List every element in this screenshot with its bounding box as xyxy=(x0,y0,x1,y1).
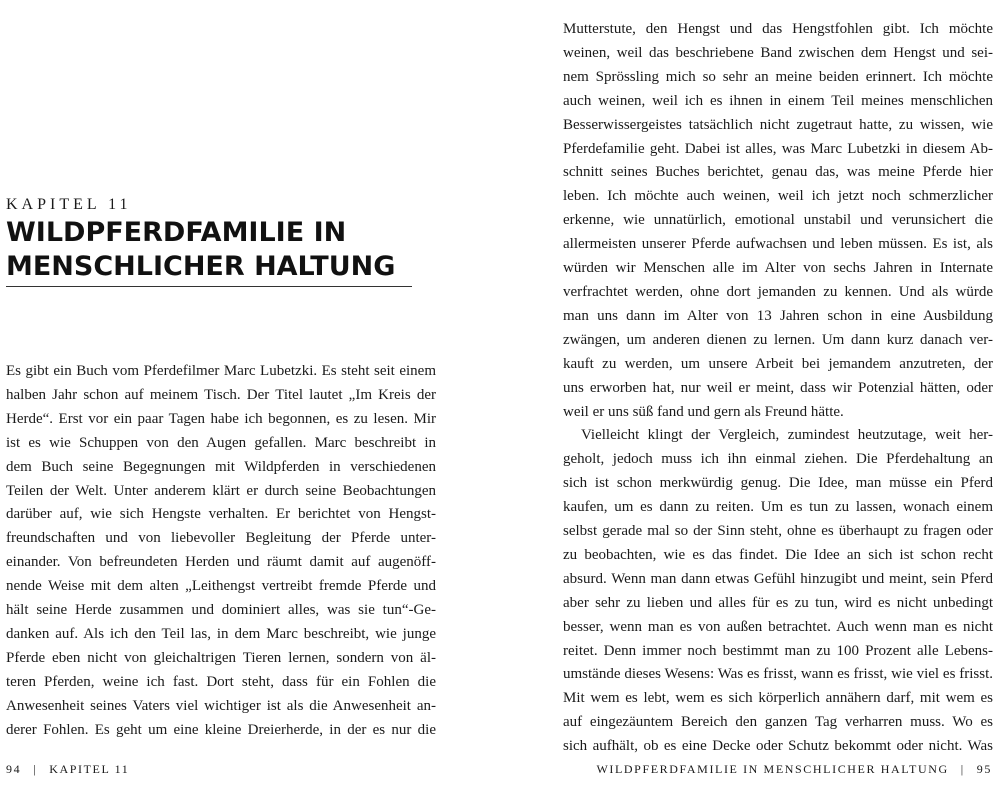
text-line: reitet. Denn immer noch bestimmt man zu 100 Prozent alle Lebens- xyxy=(563,642,993,659)
text-line: schnitt seines Buches berichtet, genau das, was meine Pferde hier xyxy=(563,164,993,181)
left-body-text xyxy=(6,360,436,743)
text-line: ist es wie Schuppen von den Augen gefallen. Marc beschreibt in xyxy=(6,434,436,451)
text-line: Anwesenheit seines Vaters viel wichtiger ist als die Anwesenheit an- xyxy=(6,697,436,714)
left-footer xyxy=(6,762,129,777)
running-head: KAPITEL 11 xyxy=(49,762,130,776)
running-head: WILDPFERDFAMILIE IN MENSCHLICHER HALTUNG xyxy=(596,762,949,776)
text-line: geholt, jedoch muss ich ihn einmal ziehen. Die Pferdehaltung an xyxy=(563,451,993,468)
text-line: darüber auf, wie sich Hengste verhalten. Er berichtet von Hengst- xyxy=(6,506,436,523)
text-line: umstände dieses Wesens: Was es frisst, wann es frisst, wie viel es frisst. xyxy=(563,666,993,683)
text-line: verfrachtet werden, ohne dort jemanden zu kennen. Und als würde xyxy=(563,283,993,300)
page-number: 95 xyxy=(976,762,992,776)
text-line: nende Weise mit dem alten „Leithengst vertreibt fremde Pferde und xyxy=(6,578,436,595)
chapter-title-rule xyxy=(6,286,412,287)
text-line: absurd. Wenn man dann etwas Gefühl hinzugibt und meint, sein Pferd xyxy=(563,570,993,587)
footer-separator: | xyxy=(960,762,965,776)
footer-separator: | xyxy=(33,762,38,776)
text-line: allermeisten unserer Pferde aufwachsen und leben müssen. Es ist, als xyxy=(563,236,993,253)
text-line: auch weinen, weil ich es ihnen in einem Teil meines menschlichen xyxy=(563,92,993,109)
text-line: aber sehr zu lieben und alles für es zu tun, wird es nicht unbedingt xyxy=(563,594,993,611)
text-line: halben Jahr schon auf meinem Tisch. Der Titel lautet „Im Kreis der xyxy=(6,386,436,403)
text-line: zwängen, um anderen dienen zu lernen. Um dann kurz danach ver- xyxy=(563,331,993,348)
chapter-title-line-1: WILDPFERDFAMILIE IN xyxy=(6,217,347,248)
text-line: weil er uns süß fand und gern als Freund hätte. xyxy=(563,403,844,420)
chapter-title-line-2: MENSCHLICHER HALTUNG xyxy=(6,251,396,282)
text-line: weinen, weil das beschriebene Band zwischen dem Hengst und sei- xyxy=(563,44,993,61)
text-line: man uns dann im Alter von 13 Jahren schon in eine Ausbildung xyxy=(563,307,993,324)
page-number: 94 xyxy=(6,762,22,776)
text-line: hält seine Herde zusammen und dominiert alles, was sie tun“-Ge- xyxy=(6,602,436,619)
text-line: Es gibt ein Buch vom Pferdefilmer Marc Lubetzki. Es steht seit einem xyxy=(6,363,436,379)
chapter-title xyxy=(6,216,416,284)
text-line: uns erworben hat, nur weil er meint, dass wir Potenzial hätten, oder xyxy=(563,379,993,396)
text-line: einander. Von befreundeten Herden und räumt damit auf augenöff- xyxy=(6,554,436,571)
text-line: Pferde eben nicht von gleichaltrigen Tieren lernen, sondern von äl- xyxy=(6,649,436,666)
text-line: derer Fohlen. Es geht um eine kleine Dreierherde, in der es nur die xyxy=(6,721,436,738)
text-line: Pferdefamilie geht. Dabei ist alles, was Marc Lubetzki in diesem Ab- xyxy=(563,140,993,157)
right-page xyxy=(500,0,1000,800)
text-line: Mutterstute, den Hengst und das Hengstfohlen gibt. Ich möchte xyxy=(563,21,993,37)
text-line: leben. Ich möchte auch weinen, weil ich jetzt noch schmerzlicher xyxy=(563,188,993,205)
text-line: Herde“. Erst vor ein paar Tagen habe ich begonnen, es zu lesen. Mir xyxy=(6,410,436,427)
text-line: kaufen, um es dann zu reiten. Um es tun zu lassen, wonach einem xyxy=(563,499,993,516)
chapter-label: KAPITEL 11 xyxy=(6,196,132,213)
text-line: danken auf. Als ich den Teil las, in dem Marc beschreibt, wie junge xyxy=(6,625,436,642)
text-line: nem Sprössling mich so sehr an meine beiden erinnert. Ich möchte xyxy=(563,68,993,85)
text-line: würden wir Menschen alle im Alter von sechs Jahren in Internate xyxy=(563,260,993,277)
text-line: zu beobachten, wie es das findet. Die Idee an sich ist schon recht xyxy=(563,546,993,563)
text-line: besser, wenn man es von außen betrachtet. Auch wenn man es nicht xyxy=(563,618,993,635)
right-body-text xyxy=(563,18,993,759)
text-line: teren Pferden, weine ich fast. Dort steht, dass für ein Fohlen die xyxy=(6,673,436,690)
text-line: Teilen der Welt. Unter anderem klärt er durch seine Beobachtungen xyxy=(6,482,436,499)
text-line: kauft zu werden, um unsere Arbeit bei jemandem anzutreten, der xyxy=(563,355,993,372)
text-line: sich aufhält, ob es eine Decke oder Schutz bekommt oder nicht. Was xyxy=(563,738,993,755)
text-line: sich ist schon merkwürdig genug. Die Idee, man müsse ein Pferd xyxy=(563,475,993,492)
text-line: Mit wem es lebt, wem es sich körperlich annähern darf, mit wem es xyxy=(563,690,993,707)
text-line: freundschaften und von liebevoller Begleitung der Pferde unter- xyxy=(6,530,436,547)
text-line: erkenne, wie unnatürlich, emotional unstabil und verunsichert die xyxy=(563,212,993,229)
text-line: Besserwissergeistes tatsächlich nicht zugetraut hatte, zu wissen, wie xyxy=(563,116,993,133)
text-line: auf eingezäuntem Bereich den ganzen Tag verharren muss. Wo es xyxy=(563,714,993,731)
text-line: selbst gerade mal so der Sinn steht, ohne es überhaupt zu fragen oder xyxy=(563,523,993,540)
right-footer xyxy=(596,762,992,777)
text-line: dem Buch seine Begegnungen mit Wildpferden in verschiedenen xyxy=(6,458,436,475)
text-line: Vielleicht klingt der Vergleich, zumindest heutzutage, weit her- xyxy=(581,427,993,444)
